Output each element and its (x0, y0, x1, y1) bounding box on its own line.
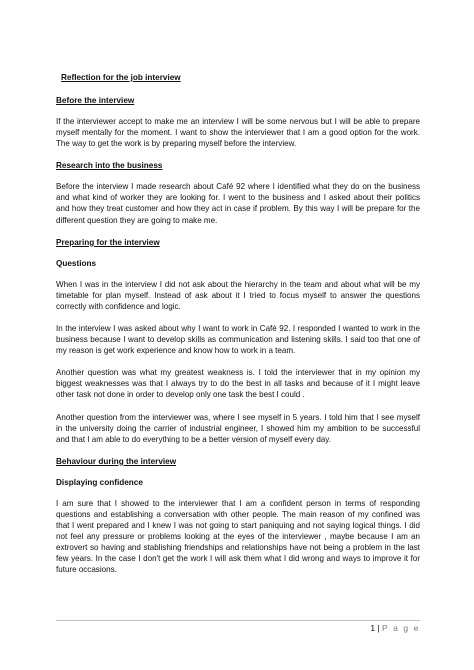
heading-preparing: Preparing for the interview (56, 237, 160, 247)
paragraph-questions-2: In the interview I was asked about why I want to work in Café 92. I responded I wanted to work in the business because I want to develop skills as communication and listening skills. I said too that one of my reason is get work experience and know how to work in a team. (56, 323, 420, 356)
footer-divider (56, 620, 420, 621)
subheading-questions: Questions (56, 258, 97, 268)
heading-behaviour: Behaviour during the interview (56, 456, 177, 466)
paragraph-questions-3: Another question was what my greatest weakness is. I told the interviewer that in my opinion my biggest weaknesses was that I always try to do the best in all tasks and because of it I might leave other task not done in order to develop only one task the best I could . (56, 368, 420, 400)
page-number: 1 (370, 623, 376, 633)
heading-before-interview: Before the interview (56, 96, 135, 105)
page-separator: | (375, 623, 383, 633)
paragraph-questions-1: When I was in the interview I did not ask about the hierarchy in the team and about what will be my timetable for plan myself. Instead of ask about it I tried to focus myself to answer the questions correctly with confidence and logic. (56, 279, 420, 311)
heading-research: Research into the business (56, 161, 163, 171)
paragraph-research: Before the interview I made research about Café 92 where I identified what they do on the business and what kind of worker they are looking for. I went to the business and I asked about their politics and how they treat customer and how they act in case if problem. By this way I will be prepare for the different question they are going to make me. (56, 182, 420, 225)
paragraph-confidence: I am sure that I showed to the interviewer that I am a confident person in terms of responding questions and establishing a conversation with other people. The main reason of my confined was that I went prepared and I knew I was not going to start paniquing and not saying logical things. I did not feel any pressure or problems looking at the eyes of the interviewer , maybe because I am an extrovert so having and stablishing friendships and relationships have not being a problem in the last few years. In the case I don't get the work I will ask them what I did wrong and ways to improve it for future occasions. (56, 498, 420, 575)
document-body (56, 72, 420, 586)
paragraph-questions-4: Another question from the interviewer was, where I see myself in 5 years. I told him that I see myself in the university doing the carrier of industrial engineer, I showed him my ambition to be successful and that I am able to do everything to be a better version of myself every day. (56, 412, 420, 444)
page-footer (370, 622, 420, 634)
document-title: Reflection for the job interview (61, 73, 181, 82)
subheading-confidence: Displaying confidence (56, 477, 143, 487)
paragraph-before-interview: If the interviewer accept to make me an interview I will be some nervous but I will be able to prepare myself mentally for the moment. I want to show the interviewer that I am a good option for the work. The way to get the work is by preparing myself before the interview. (56, 117, 420, 149)
page-label: P a g e (382, 623, 420, 633)
